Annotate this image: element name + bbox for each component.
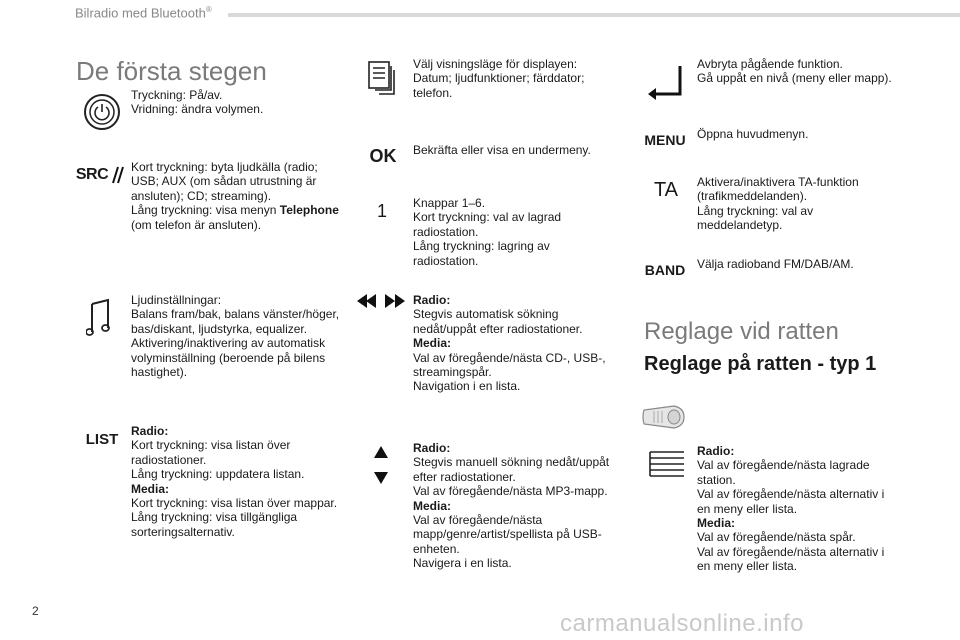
stalk-radio-text: Val av föregående/nästa lagrade station. Val av föregående/nästa alternativ i en meny eller lista. (697, 458, 885, 516)
menu-description: Öppna huvudmenyn. (697, 127, 809, 141)
up-down-arrows-icon (372, 446, 390, 484)
src-icon (73, 162, 129, 188)
list-icon-label: LIST (85, 430, 119, 448)
ok-description: Bekräfta eller visa en undermeny. (413, 143, 591, 157)
manual-radio-text: Stegvis manuell sökning nedåt/uppåt efter radiostationer. Val av föregående/nästa MP3-mapp. (413, 455, 610, 499)
src-icon-label: SRC (75, 166, 109, 183)
list-description (131, 424, 341, 539)
section-title: Reglage vid ratten (644, 318, 839, 345)
list-radio-text: Kort tryckning: visa listan över radiostationer. Lång tryckning: uppdatera listan. (131, 438, 305, 482)
ta-icon (648, 178, 684, 202)
display-mode-description: Välj visningsläge för displayen: Datum; ljudfunktioner; färddator; telefon. (413, 57, 585, 100)
power-icon (82, 92, 122, 132)
preset-buttons-description: Knappar 1–6. Kort tryckning: val av lagrad radiostation. Lång tryckning: lagring av radiostation. (413, 196, 562, 268)
seek-media-text: Val av föregående/nästa CD-, USB-, streamingspår. Navigation i en lista. (413, 350, 606, 394)
band-icon-label: BAND (644, 262, 686, 278)
manual-seek-description (413, 441, 618, 571)
band-icon (640, 260, 690, 280)
power-description: Tryckning: På/av. Vridning: ändra volymen. (131, 88, 264, 117)
registered-mark: ® (205, 5, 212, 14)
stalk-ridges-icon (646, 448, 688, 482)
back-description: Avbryta pågående funktion. Gå uppåt en nivå (meny eller mapp). (697, 57, 892, 86)
telephone-bold: Telephone (279, 203, 339, 218)
number-one-icon (373, 200, 391, 222)
steering-stalk-icon (640, 404, 688, 430)
music-note-icon (85, 298, 113, 338)
seek-description (413, 293, 618, 394)
running-header (75, 5, 212, 20)
ok-icon-label: OK (369, 145, 397, 166)
running-header-text: Bilradio med Bluetooth (75, 5, 206, 21)
manual-media-bold: Media: (413, 498, 452, 513)
manual-radio-bold: Radio: (413, 441, 451, 455)
list-media-bold: Media: (131, 481, 170, 496)
src-tail: (om telefon är ansluten). (131, 217, 262, 232)
seek-radio-bold: Radio: (413, 293, 451, 307)
menu-icon-label: MENU (644, 132, 686, 148)
stalk-description (697, 444, 897, 574)
header-rule (228, 13, 960, 17)
manual-media-text: Val av föregående/nästa mapp/genre/artist/spellista på USB-enheten. Navigera i en lista. (413, 513, 602, 571)
list-icon (76, 428, 128, 450)
number-one-label: 1 (376, 200, 387, 221)
audio-settings-description: Ljudinställningar: Balans fram/bak, balans vänster/höger, bas/diskant, ljudstyrka, equalizer. Aktivering/inaktivering av automatisk volyminställning (beroende på bilens hastighet). (131, 293, 340, 380)
menu-icon (640, 130, 690, 150)
src-text: Kort tryckning: byta ljudkälla (radio; USB; AUX (om sådan utrustning är ansluten); CD; streaming). Lång tryckning: visa menyn (131, 160, 318, 218)
display-mode-icon (366, 60, 398, 96)
seek-arrows-icon (357, 292, 405, 310)
watermark: carmanualsonline.info (560, 610, 804, 637)
seek-radio-text: Stegvis automatisk sökning nedåt/uppåt efter radiostationer. (413, 307, 583, 336)
stalk-media-bold: Media: (697, 516, 736, 531)
band-description: Välja radioband FM/DAB/AM. (697, 257, 854, 271)
stalk-radio-bold: Radio: (697, 444, 735, 458)
ok-icon (365, 144, 401, 168)
list-media-text: Kort tryckning: visa listan över mappar. Lång tryckning: visa tillgängliga sorteringsalternativ. (131, 496, 338, 539)
list-radio-bold: Radio: (131, 424, 169, 438)
stalk-media-text: Val av föregående/nästa spår. Val av föregående/nästa alternativ i en meny eller lista. (697, 530, 885, 574)
page-title: De första stegen (76, 56, 267, 86)
src-description (131, 160, 341, 232)
subsection-title: Reglage på ratten - typ 1 (644, 353, 877, 375)
back-arrow-icon (646, 62, 684, 100)
page-number: 2 (32, 604, 39, 618)
seek-media-bold: Media: (413, 336, 452, 351)
ta-icon-label: TA (653, 178, 679, 201)
ta-description: Aktivera/inaktivera TA-funktion (trafikmeddelanden). Lång tryckning: val av meddelandetyp. (697, 175, 859, 233)
